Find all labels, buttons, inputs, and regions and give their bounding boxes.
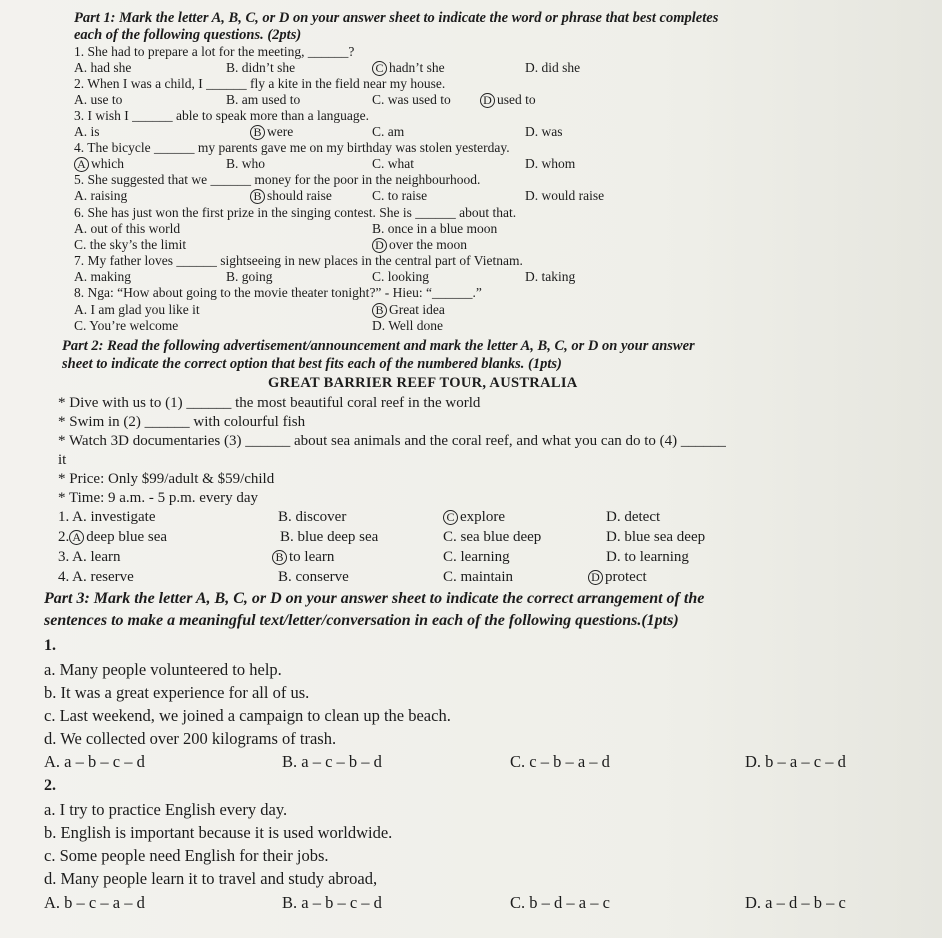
arrangement-q1-option-a: A. a – b – c – d [44,752,145,771]
q8-option-c: C. You’re welcome [74,318,179,333]
q1-option-c-text: hadn’t she [389,60,445,75]
arrangement-q2-option-d: D. a – d – b – c [745,893,846,912]
ad-line-dive: * Dive with us to (1) ______ the most beautiful coral reef in the world [58,395,481,411]
part1-header-line2: each of the following questions. (2pts) [74,27,302,43]
q5-stem: 5. She suggested that we ______ money for the poor in the neighbourhood. [74,172,481,187]
arrangement-q1-sentence-d: d. We collected over 200 kilograms of trash. [44,729,337,748]
arrangement-q1-sentence-c: c. Last weekend, we joined a campaign to clean up the beach. [44,706,451,725]
q8-option-a: A. I am glad you like it [74,302,200,317]
answer-circle: B [250,125,265,140]
answer-circle: B [272,550,287,565]
blank3-option-d: D. to learning [606,549,689,565]
blank3-option-b [272,549,334,566]
q8-stem: 8. Nga: “How about going to the movie theater tonight?” - Hieu: “______.” [74,285,482,300]
q5-option-d: D. would raise [525,188,605,203]
blank4-option-d-text: protect [605,569,647,585]
blank2-option-c: C. sea blue deep [443,529,542,545]
q7-stem: 7. My father loves ______ sightseeing in new places in the central part of Vietnam. [74,253,523,268]
part3-header-line2: sentences to make a meaningful text/letter/conversation in each of the following questions.(1pts) [44,612,679,629]
ad-line-swim: * Swim in (2) ______ with colourful fish [58,414,306,430]
q8-option-d: D. Well done [372,318,444,333]
q8-option-b [372,302,445,318]
q2-stem: 2. When I was a child, I ______ fly a kite in the field near my house. [74,76,446,91]
q2-option-d [480,92,536,108]
q1-option-a: A. had she [74,60,132,75]
q4-option-a-text: which [91,156,124,171]
q6-option-d [372,237,467,253]
q4-option-d: D. whom [525,156,576,171]
q6-option-b: B. once in a blue moon [372,221,498,236]
q3-option-d: D. was [525,124,563,139]
q1-stem: 1. She had to prepare a lot for the meeting, ______? [74,44,355,59]
ad-line-time: * Time: 9 a.m. - 5 p.m. every day [58,490,258,506]
answer-circle: D [372,238,387,253]
q3-option-b [250,124,293,140]
arrangement-q2-sentence-c: c. Some people need English for their jobs. [44,846,329,865]
q7-option-c: C. looking [372,269,430,284]
q2-option-b: B. am used to [226,92,301,107]
ad-line-price: * Price: Only $99/adult & $59/child [58,471,275,487]
blank1-option-c-text: explore [460,509,505,525]
blank2-option-a-text: deep blue sea [86,529,168,545]
arrangement-q2-number: 2. [44,777,56,794]
blank4-option-a: 4. A. reserve [58,569,134,585]
part2-header-line1: Part 2: Read the following advertisement/announcement and mark the letter A, B, C, or D on your answer [62,338,695,354]
arrangement-q2-sentence-a: a. I try to practice English every day. [44,800,288,819]
q5-option-a: A. raising [74,188,128,203]
q6-stem: 6. She has just won the first prize in the singing contest. She is ______ about that. [74,205,517,220]
blank1-option-d: D. detect [606,509,661,525]
q5-option-b [250,188,332,204]
answer-circle: C [372,61,387,76]
q7-option-d: D. taking [525,269,576,284]
arrangement-q1-option-b: B. a – c – b – d [282,752,382,771]
arrangement-q1-sentence-a: a. Many people volunteered to help. [44,660,282,679]
q3-stem: 3. I wish I ______ able to speak more than a language. [74,108,370,123]
q1-option-d: D. did she [525,60,581,75]
q4-option-c: C. what [372,156,414,171]
q7-option-b: B. going [226,269,273,284]
answer-circle: C [443,510,458,525]
arrangement-q1-option-d: D. b – a – c – d [745,752,846,771]
blank1-option-a: 1. A. investigate [58,509,156,525]
blank2-option-a [58,529,167,546]
blank2-option-d: D. blue sea deep [606,529,706,545]
q1-option-b: B. didn’t she [226,60,296,75]
answer-circle: B [250,189,265,204]
part2-header-line2: sheet to indicate the correct option that best fits each of the numbered blanks. (1pts) [62,356,562,372]
q6-option-c: C. the sky’s the limit [74,237,187,252]
q6-option-a: A. out of this world [74,221,181,236]
answer-circle: B [372,303,387,318]
q5-option-b-text: should raise [267,188,332,203]
blank1-option-b: B. discover [278,509,347,525]
blank1-option-c [443,509,505,526]
arrangement-q1-option-c: C. c – b – a – d [510,752,610,771]
blank3-option-b-text: to learn [289,549,335,565]
q1-option-c [372,60,445,76]
part3-header-line1: Part 3: Mark the letter A, B, C, or D on your answer sheet to indicate the correct arrangement of the [44,590,705,607]
q4-option-b: B. who [226,156,266,171]
answer-circle: D [588,570,603,585]
q2-option-a: A. use to [74,92,123,107]
q2-option-d-text: used to [497,92,536,107]
answer-circle: D [480,93,495,108]
ad-line-watch: * Watch 3D documentaries (3) ______ about sea animals and the coral reef, and what you can do to (4) ______ [58,433,726,449]
arrangement-q2-option-b: B. a – b – c – d [282,893,382,912]
q3-option-a: A. is [74,124,100,139]
arrangement-q2-sentence-d: d. Many people learn it to travel and study abroad, [44,869,378,888]
blank4-option-d [588,569,647,586]
arrangement-q1-number: 1. [44,637,56,654]
q5-option-c: C. to raise [372,188,428,203]
blank2-number: 2. [58,529,70,545]
arrangement-q1-sentence-b: b. It was a great experience for all of us. [44,683,310,702]
q2-option-c: C. was used to [372,92,451,107]
answer-circle: A [69,530,84,545]
arrangement-q2-option-c: C. b – d – a – c [510,893,610,912]
blank3-option-a: 3. A. learn [58,549,121,565]
q7-option-a: A. making [74,269,131,284]
ad-line-watch-cont: it [58,452,67,468]
q4-option-a [74,156,124,172]
arrangement-q2-sentence-b: b. English is important because it is used worldwide. [44,823,393,842]
q3-option-c: C. am [372,124,405,139]
q4-stem: 4. The bicycle ______ my parents gave me on my birthday was stolen yesterday. [74,140,510,155]
blank4-option-b: B. conserve [278,569,349,585]
arrangement-q2-option-a: A. b – c – a – d [44,893,145,912]
part1-header-line1: Part 1: Mark the letter A, B, C, or D on your answer sheet to indicate the word or phrase that best completes [74,10,719,26]
blank3-option-c: C. learning [443,549,510,565]
q8-option-b-text: Great idea [389,302,445,317]
blank4-option-c: C. maintain [443,569,513,585]
answer-circle: A [74,157,89,172]
q6-option-d-text: over the moon [389,237,467,252]
blank2-option-b: B. blue deep sea [280,529,379,545]
ad-title: GREAT BARRIER REEF TOUR, AUSTRALIA [268,375,578,391]
q3-option-b-text: were [267,124,294,139]
